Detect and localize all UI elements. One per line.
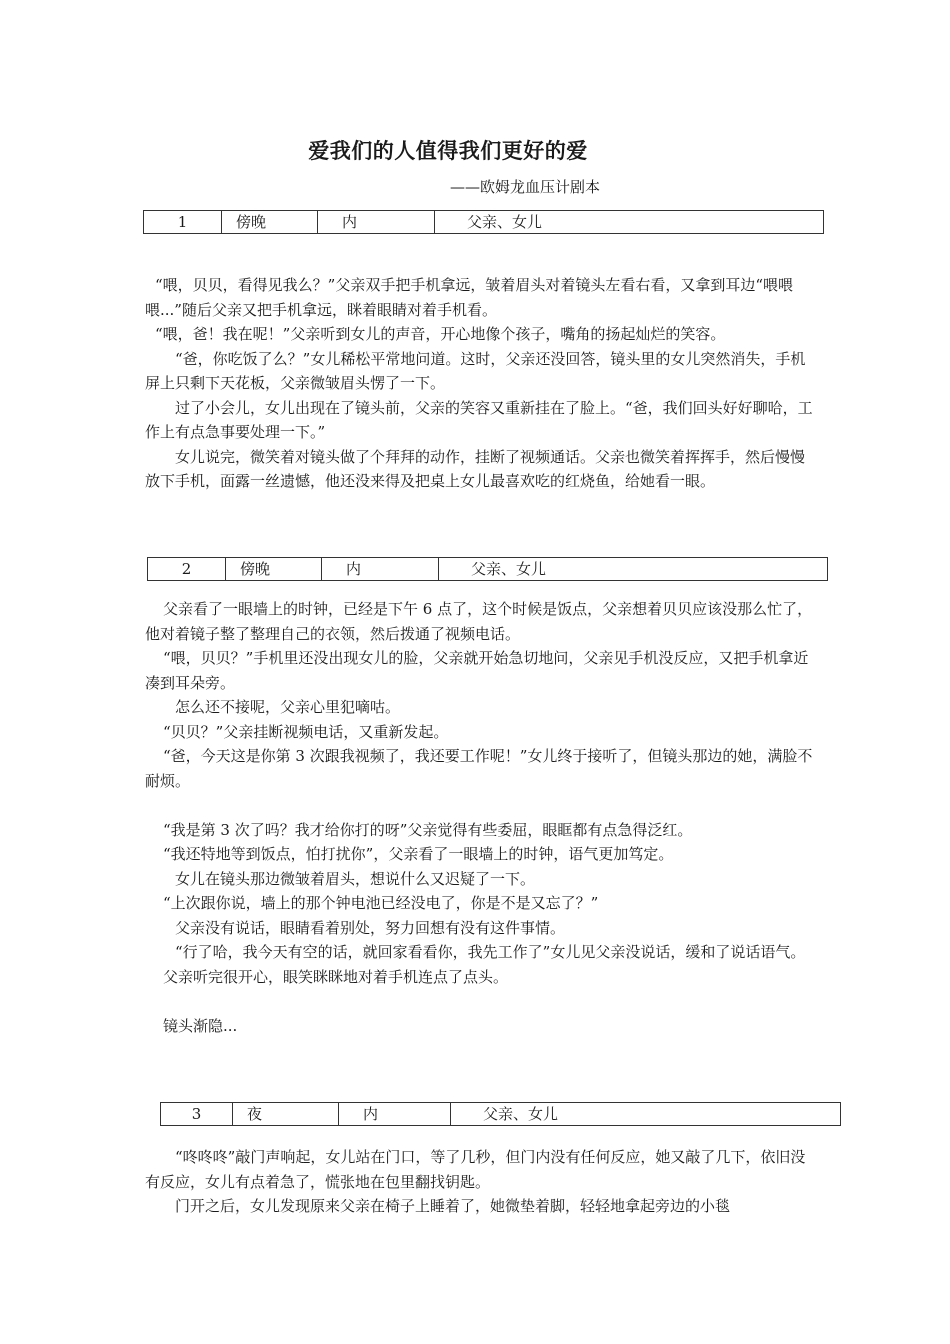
scene-body-3: [145, 1145, 817, 1219]
document-title: 爱我们的人值得我们更好的爱: [308, 139, 588, 163]
scene-characters: 父亲、女儿: [471, 560, 547, 578]
blank-line: [145, 793, 817, 818]
paragraph: 女儿说完，微笑着对镜头做了个拜拜的动作，挂断了视频通话。父亲也微笑着挥挥手，然后慢慢放下手机，面露一丝遗憾，他还没来得及把桌上女儿最喜欢吃的红烧鱼，给她看一眼。: [145, 447, 806, 490]
paragraph: “喂，贝贝，看得见我么？”父亲双手把手机拿远，皱着眉头对着镜头左看右看，又拿到耳边“喂喂喂...”随后父亲又把手机拿远，眯着眼睛对着手机看。: [145, 276, 794, 319]
paragraph: “贝贝？”父亲挂断视频电话，又重新发起。: [163, 722, 449, 741]
paragraph: 过了小会儿，女儿出现在了镜头前，父亲的笑容又重新挂在了脸上。“爸，我们回头好好聊哈，工作上有点急事要处理一下。”: [145, 398, 813, 441]
scene-place: 内: [322, 558, 439, 580]
paragraph: “喂，贝贝？”手机里还没出现女儿的脸，父亲就开始急切地问，父亲见手机没反应，又把手机拿近凑到耳朵旁。: [145, 649, 809, 692]
scene-time: 傍晚: [222, 211, 318, 233]
paragraph: “爸，今天这是你第 3 次跟我视频了，我还要工作呢！”女儿终于接听了，但镜头那边的她，满脸不耐烦。: [145, 747, 813, 790]
scene-number: 2: [148, 558, 226, 580]
blank-line: [145, 989, 817, 1014]
paragraph: 怎么还不接呢，父亲心里犯嘀咕。: [175, 698, 401, 716]
paragraph: 父亲没有说话，眼睛看着别处，努力回想有没有这件事情。: [175, 918, 566, 937]
scene-body-1: [145, 273, 817, 494]
paragraph: “行了哈，我今天有空的话，就回家看看你，我先工作了”女儿见父亲没说话，缓和了说话语气。: [175, 943, 806, 961]
paragraph: 父亲听完很开心，眼笑眯眯地对着手机连点了点头。: [163, 967, 509, 986]
scene-number: 1: [144, 211, 222, 233]
paragraph: “喂，爸！我在呢！”父亲听到女儿的声音，开心地像个孩子，嘴角的扬起灿烂的笑容。: [155, 325, 726, 343]
paragraph: 门开之后，女儿发现原来父亲在椅子上睡着了，她微垫着脚，轻轻地拿起旁边的小毯: [175, 1197, 731, 1215]
scene-characters: 父亲、女儿: [467, 213, 543, 231]
paragraph: “咚咚咚”敲门声响起，女儿站在门口，等了几秒，但门内没有任何反应，她又敲了几下，依旧没有反应，女儿有点着急了，慌张地在包里翻找钥匙。: [145, 1148, 806, 1191]
paragraph: “我是第 3 次了吗？我才给你打的呀”父亲觉得有些委屈，眼眶都有点急得泛红。: [163, 820, 693, 839]
scene-place: 内: [339, 1103, 451, 1125]
scene-body-2: [145, 597, 817, 1038]
scene-number: 3: [161, 1103, 233, 1125]
scene-place: 内: [318, 211, 435, 233]
paragraph: 女儿在镜头那边微皱着眉头，想说什么又迟疑了一下。: [175, 869, 536, 888]
scene-characters: 父亲、女儿: [483, 1105, 559, 1123]
paragraph: “上次跟你说，墙上的那个钟电池已经没电了，你是不是又忘了？”: [163, 894, 599, 912]
paragraph: 父亲看了一眼墙上的时钟，已经是下午 6 点了，这个时候是饭点，父亲想着贝贝应该没那么忙了，他对着镜子整了整理自己的衣领，然后拨通了视频电话。: [145, 600, 813, 643]
scene-header-1: [143, 210, 824, 234]
scene-header-3: [160, 1102, 841, 1126]
scene-time: 傍晚: [226, 558, 322, 580]
scene-header-2: [147, 557, 828, 581]
scene-time: 夜: [233, 1103, 339, 1125]
paragraph: “爸，你吃饭了么？”女儿稀松平常地问道。这时，父亲还没回答，镜头里的女儿突然消失，手机屏上只剩下天花板，父亲微皱眉头愣了一下。: [145, 349, 806, 392]
document-subtitle: ——欧姆龙血压计剧本: [450, 178, 601, 196]
paragraph: “我还特地等到饭点，怕打扰你”，父亲看了一眼墙上的时钟，语气更加笃定。: [163, 845, 674, 863]
paragraph: 镜头渐隐...: [163, 1016, 238, 1035]
